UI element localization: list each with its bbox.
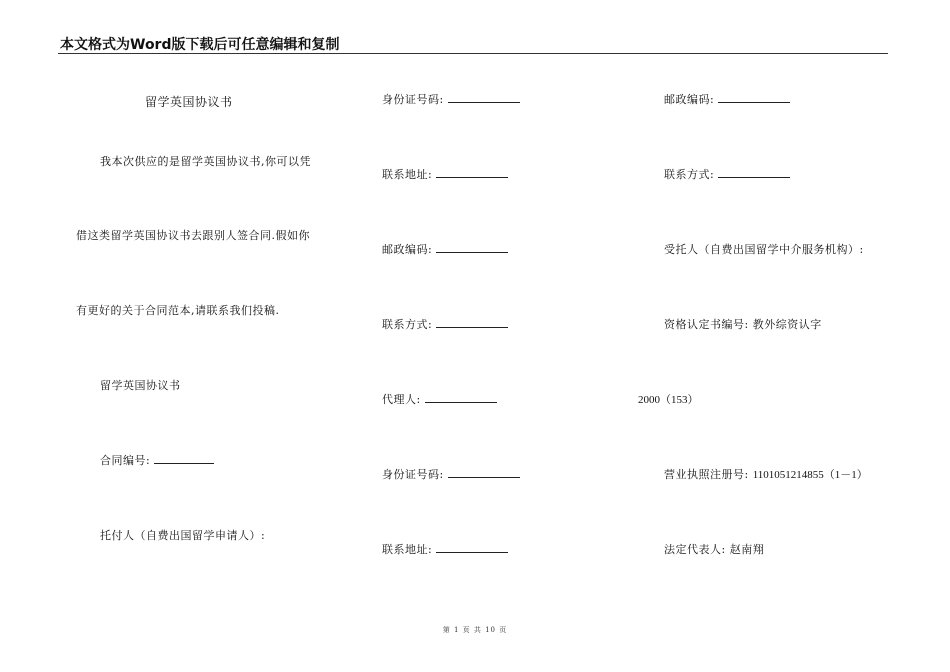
business-license-number: 1101051214855（1－1） bbox=[752, 469, 868, 481]
id-number-blank-1 bbox=[448, 102, 520, 103]
client-label: 托付人（自费出国留学申请人）: bbox=[100, 529, 266, 542]
contact-label-1: 联系方式: bbox=[382, 318, 433, 331]
agreement-subtitle: 留学英国协议书 bbox=[100, 379, 181, 392]
address-label-1: 联系地址: bbox=[382, 168, 433, 181]
page-number: 第 1 页 共 10 页 bbox=[442, 626, 508, 634]
document-title: 留学英国协议书 bbox=[145, 95, 233, 109]
id-number-field-2 bbox=[382, 468, 520, 482]
postal-code-label-1: 邮政编码: bbox=[382, 243, 433, 256]
postal-code-blank-2 bbox=[718, 102, 790, 103]
id-number-field-1 bbox=[382, 93, 520, 107]
contact-blank-1 bbox=[436, 327, 508, 328]
intro-line-2: 借这类留学英国协议书去跟别人签合同.假如你 bbox=[76, 229, 310, 242]
legal-representative: 法定代表人: 赵南翔 bbox=[664, 543, 765, 556]
contact-blank-2 bbox=[718, 177, 790, 178]
contact-field-1 bbox=[382, 318, 508, 332]
agent-field bbox=[382, 393, 497, 407]
address-field-1 bbox=[382, 168, 508, 182]
postal-code-blank-1 bbox=[436, 252, 508, 253]
id-number-label-1: 身份证号码: bbox=[382, 93, 444, 106]
contact-field-2 bbox=[664, 168, 790, 182]
intro-line-3: 有更好的关于合同范本,请联系我们投稿. bbox=[76, 304, 280, 317]
address-blank-2 bbox=[436, 552, 508, 553]
address-label-2: 联系地址: bbox=[382, 543, 433, 556]
business-license-field bbox=[664, 468, 868, 482]
business-license-label: 营业执照注册号: bbox=[664, 468, 749, 481]
postal-code-field-2 bbox=[664, 93, 790, 107]
id-number-label-2: 身份证号码: bbox=[382, 468, 444, 481]
contract-number-blank bbox=[154, 463, 214, 464]
intro-line-1: 我本次供应的是留学英国协议书,你可以凭 bbox=[100, 155, 311, 168]
trustee-label: 受托人（自费出国留学中介服务机构）: bbox=[664, 243, 864, 256]
contract-number-field bbox=[100, 454, 214, 468]
header-title: 本文格式为Word版下载后可任意编辑和复制 bbox=[60, 37, 340, 53]
address-field-2 bbox=[382, 543, 508, 557]
agent-label: 代理人: bbox=[382, 393, 421, 406]
certificate-number: 资格认定书编号: 教外综资认字 bbox=[664, 318, 822, 331]
id-number-blank-2 bbox=[448, 477, 520, 478]
address-blank-1 bbox=[436, 177, 508, 178]
contract-number-label: 合同编号: bbox=[100, 454, 151, 467]
agent-blank bbox=[425, 402, 497, 403]
postal-code-label-2: 邮政编码: bbox=[664, 93, 715, 106]
certificate-year: 2000（153） bbox=[638, 394, 699, 406]
postal-code-field-1 bbox=[382, 243, 508, 257]
contact-label-2: 联系方式: bbox=[664, 168, 715, 181]
header-divider bbox=[58, 53, 888, 54]
